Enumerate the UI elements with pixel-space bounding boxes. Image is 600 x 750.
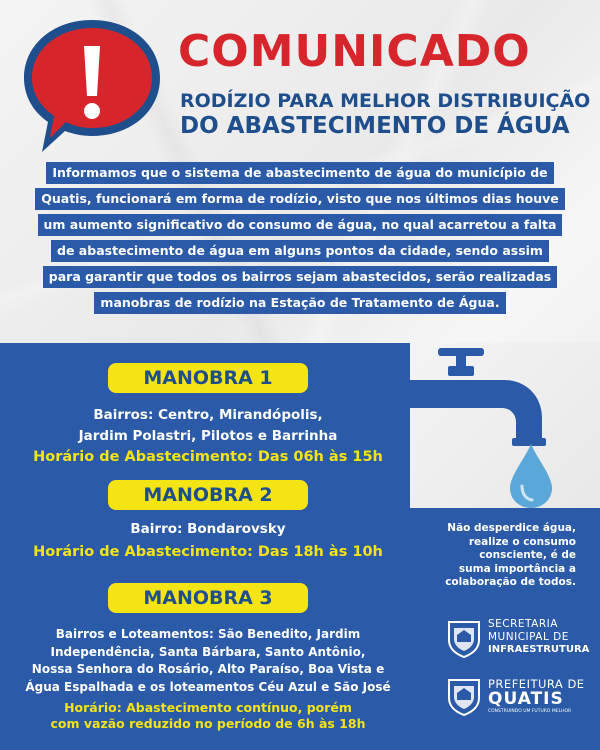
water-drop-icon xyxy=(508,442,554,510)
tip-line: suma importância a xyxy=(458,562,576,575)
manobra-3-horario xyxy=(0,700,416,732)
intro-line: para garantir que todos os bairros sejam abastecidos, serão realizadas xyxy=(43,266,557,288)
manobra-2-bairros: Bairro: Bondarovsky xyxy=(130,521,286,537)
manobra-1-bairros xyxy=(0,405,416,447)
intro-line: de abastecimento de água em alguns pontos da cidade, sendo assim xyxy=(51,240,549,262)
tip-line: Não desperdice água, xyxy=(447,522,576,534)
tip-line: consciente, é de xyxy=(479,549,576,561)
intro-line: Informamos que o sistema de abastecimento de água do município de xyxy=(46,162,553,184)
page-title: COMUNICADO xyxy=(178,26,531,77)
secretaria-logo xyxy=(446,618,590,658)
logo-line: CONSTRUINDO UM FUTURO MELHOR xyxy=(488,709,572,714)
manobra-3-label: MANOBRA 3 xyxy=(108,583,308,613)
intro-line: Quatis, funcionará em forma de rodízio, visto que nos últimos dias houve xyxy=(35,188,565,210)
subtitle-line-1: RODÍZIO PARA MELHOR DISTRIBUIÇÃO xyxy=(180,90,591,112)
water-saving-tip xyxy=(418,522,576,590)
logo-line: PREFEITURA DE xyxy=(488,677,585,691)
horario-line: com vazão reduzido no período de 6h às 18h xyxy=(50,716,366,731)
intro-paragraph xyxy=(30,162,570,318)
manobra-3-bairros xyxy=(0,626,416,696)
tip-line: colaboração de todos. xyxy=(445,576,576,588)
logo-line: QUATIS xyxy=(488,689,564,709)
horario-line: Horário: Abastecimento contínuo, porém xyxy=(64,700,352,715)
subtitle-line-2: DO ABASTECIMENTO DE ÁGUA xyxy=(180,113,570,139)
tip-line: realize o consumo xyxy=(468,535,576,548)
bairros-line: Independência, Santa Bárbara, Santo Antônio, xyxy=(50,644,366,659)
bairros-line: Bairros: Centro, Mirandópolis, xyxy=(93,407,323,423)
intro-line: um aumento significativo do consumo de água, no qual acarretou a falta xyxy=(38,214,563,236)
logo-line: MUNICIPAL DE xyxy=(488,631,569,643)
prefeitura-logo xyxy=(446,676,585,716)
manobra-1-label: MANOBRA 1 xyxy=(108,363,308,393)
logo-line: INFRAESTRUTURA xyxy=(488,644,590,655)
manobra-2-label: MANOBRA 2 xyxy=(108,480,308,510)
bairros-line: Bairros e Loteamentos: São Benedito, Jardim xyxy=(55,627,361,641)
intro-line: manobras de rodízio na Estação de Tratamento de Água. xyxy=(94,292,505,314)
municipal-crest-icon xyxy=(446,618,482,658)
manobra-2-horario: Horário de Abastecimento: Das 18h às 10h xyxy=(33,544,383,560)
manobra-1-horario: Horário de Abastecimento: Das 06h às 15h xyxy=(33,449,383,465)
bairros-line: Nossa Senhora do Rosário, Alto Paraíso, Boa Vista e xyxy=(31,662,385,676)
logo-line: SECRETARIA xyxy=(488,618,558,630)
bairros-line: Jardim Polastri, Pilotos e Barrinha xyxy=(78,428,338,444)
bairros-line: Água Espalhada e os loteamentos Céu Azul e São José xyxy=(25,679,391,694)
exclamation-speech-bubble-icon xyxy=(16,12,168,158)
municipal-crest-icon xyxy=(446,676,482,716)
